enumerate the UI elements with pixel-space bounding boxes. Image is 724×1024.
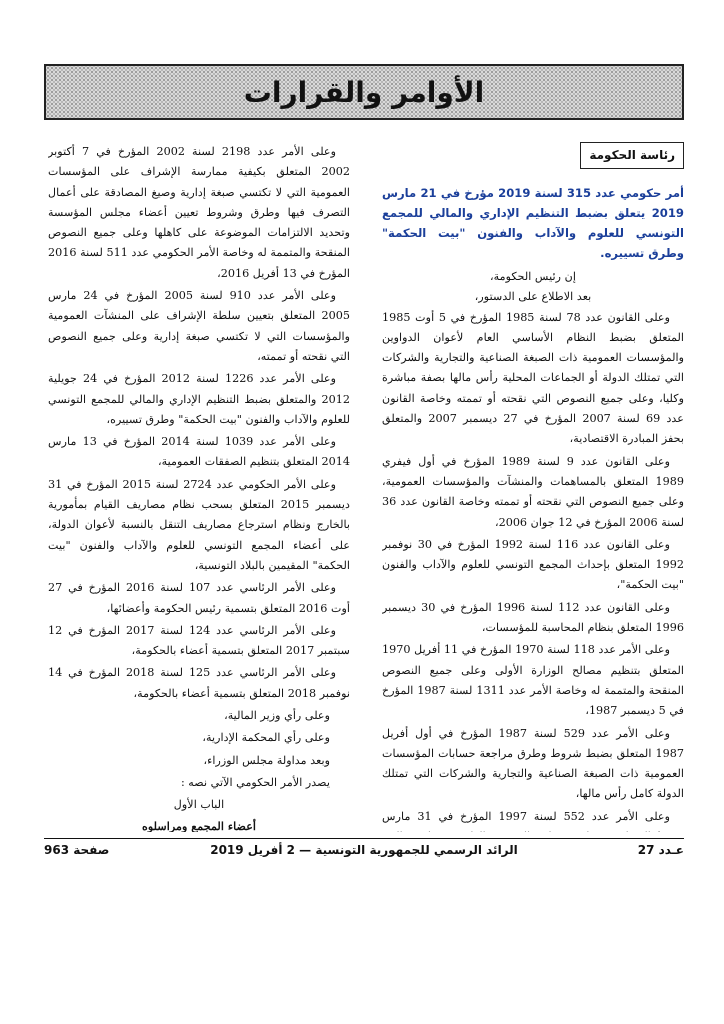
- footer-rule: [44, 838, 684, 839]
- preamble-paragraph: وعلى الأمر عدد 1226 لسنة 2012 المؤرخ في 24 جويلية 2012 والمتعلق بضبط التنظيم الإداري والمالي للمجمع التونسي للعلوم والآداب والفنون "بيت الحكمة" وطرق تسييره،: [48, 372, 350, 426]
- page-footer: [44, 843, 684, 865]
- footer-gazette: الرائد الرسمي للجمهورية التونسية — 2 أفريل 2019: [210, 843, 518, 857]
- preamble-paragraph: وعلى القانون عدد 112 لسنة 1996 المؤرخ في 30 ديسمبر 1996 المتعلق بنظام المحاسبة للمؤسسات،: [382, 600, 684, 635]
- preamble-line: إن رئيس الحكومة،: [490, 270, 576, 283]
- preamble-paragraph: وعلى الأمر عدد 118 لسنة 1970 المؤرخ في 11 أفريل 1970 المتعلق بتنظيم مصالح الوزارة الأولى وعلى جميع النصوص المنقحة والمتممة له وخاصة الأمر عدد 1311 لسنة 1987 المؤرخ في 5 ديسمبر 1987،: [382, 643, 684, 718]
- preamble-line: بعد الاطلاع على الدستور،: [474, 290, 592, 304]
- preamble-paragraph: وعلى الأمر عدد 910 لسنة 2005 المؤرخ في 24 مارس 2005 المتعلق بتعيين سلطة الإشراف على المنشآت العمومية والمؤسسات التي لا تكتسي صبغة إدارية وعلى جميع النصوص التي نقحته أو تممته،: [48, 289, 350, 363]
- preamble-line: وعلى رأي وزير المالية،: [224, 709, 330, 723]
- left-column: [48, 142, 350, 832]
- preamble-paragraph: وعلى القانون عدد 9 لسنة 1989 المؤرخ في أول فيفري 1989 المتعلق بالمساهمات والمنشآت والمؤسسات العمومية، وعلى جميع النصوص التي نقحته أو تممته وخاصة القانون عدد 36 لسنة 2006 المؤرخ في 12 جوان 2006،: [382, 454, 684, 529]
- preamble-paragraph: وعلى الأمر الرئاسي عدد 107 لسنة 2016 المؤرخ في 27 أوت 2016 المتعلق بتسمية رئيس الحكومة وأعضائها،: [48, 581, 350, 615]
- preamble-paragraph: وعلى القانون عدد 78 لسنة 1985 المؤرخ في 5 أوت 1985 المتعلق بضبط النظام الأساسي العام لأعوان الدواوين والمؤسسات العمومية ذات الصبغة الصناعية والتجارية والشركات التي تمتلك الدولة أو الجماعات المحلية رأس مالها بصفة مباشرة وكليا، وعلى جميع النصوص التي نقحته أو تممته وخاصة القانون عدد 69 لسنة 2007 المؤرخ في 27 ديسمبر 2007 والمتعلق بحفز المبادرة الاقتصادية،: [382, 310, 684, 446]
- preamble-paragraph: وعلى الأمر عدد 529 لسنة 1987 المؤرخ في أول أفريل 1987 المتعلق بضبط شروط وطرق مراجعة حسابات المؤسسات العمومية ذات الصبغة الصناعية والتجارية والشركات التي تمتلك الدولة كامل رأس مالها،: [382, 726, 684, 801]
- preamble-paragraph: وعلى الأمر الرئاسي عدد 125 لسنة 2018 المؤرخ في 14 نوفمبر 2018 المتعلق بتسمية أعضاء بالحكومة،: [48, 666, 350, 700]
- footer-issue: عـدد 27: [637, 843, 684, 857]
- preamble-paragraph: وعلى الأمر الرئاسي عدد 124 لسنة 2017 المؤرخ في 12 سبتمبر 2017 المتعلق بتسمية أعضاء بالحكومة،: [48, 623, 350, 658]
- preamble-line: وبعد مداولة مجلس الوزراء،: [203, 753, 330, 767]
- section-heading: رئاسة الحكومة: [580, 142, 684, 169]
- footer-page-number: صفحة 963: [44, 843, 110, 857]
- section-banner: [44, 64, 684, 120]
- preamble-paragraph: وعلى الأمر عدد 552 لسنة 1997 المؤرخ في 31 مارس: [382, 809, 670, 823]
- preamble-paragraph: وعلى الأمر الحكومي عدد 2724 لسنة 2015 المؤرخ في 31 ديسمبر 2015 المتعلق بسحب نظام مصاريف القيام بمأمورية بالخارج ونظام استرجاع مصاريف التنقل بالنسبة لأعوان الدولة، على أعضاء المجمع التونسي للعلوم والآداب والفنون "بيت الحكمة" المقيمين بالبلاد التونسية،: [48, 477, 350, 572]
- chapter-number: الباب الأول: [173, 798, 225, 812]
- banner-title: الأوامر والقرارات: [243, 76, 485, 109]
- preamble-line: يصدر الأمر الحكومي الآتي نصه :: [180, 775, 330, 789]
- preamble-line: وعلى رأي المحكمة الإدارية،: [202, 731, 330, 745]
- decree-title: أمر حكومي عدد 315 لسنة 2019 مؤرخ في 21 مارس 2019 يتعلق بضبط التنظيم الإداري والمالي للمجمع التونسي للعلوم والآداب والفنون "بيت الحكمة" وطرق تسييره.: [382, 186, 684, 260]
- chapter-title: أعضاء المجمع ومراسلوه: [142, 818, 256, 832]
- preamble-paragraph: وعلى القانون عدد 116 لسنة 1992 المؤرخ في 30 نوفمبر 1992 المتعلق بإحداث المجمع التونسي للعلوم والآداب والفنون "بيت الحكمة"،: [382, 537, 684, 592]
- right-column: [382, 142, 684, 832]
- preamble-paragraph: وعلى الأمر عدد 1039 لسنة 2014 المؤرخ في 13 مارس 2014 المتعلق بتنظيم الصفقات العمومية،: [48, 435, 350, 469]
- preamble-paragraph: وعلى الأمر عدد 2198 لسنة 2002 المؤرخ في 7 أكتوبر 2002 المتعلق بكيفية ممارسة الإشراف على المؤسسات العمومية التي لا تكتسي صبغة إدارية وصيغ المصادقة على أعمال التصرف فيها وطرق وشروط تعيين أعضاء مجلس المؤسسة وتحديد الالتزامات الموضوعة على كاهلها وعلى جميع النصوص المنقحة والمتممة له وخاصة الأمر الحكومي عدد 511 لسنة 2016 المؤرخ في 13 أفريل 2016،: [48, 145, 350, 280]
